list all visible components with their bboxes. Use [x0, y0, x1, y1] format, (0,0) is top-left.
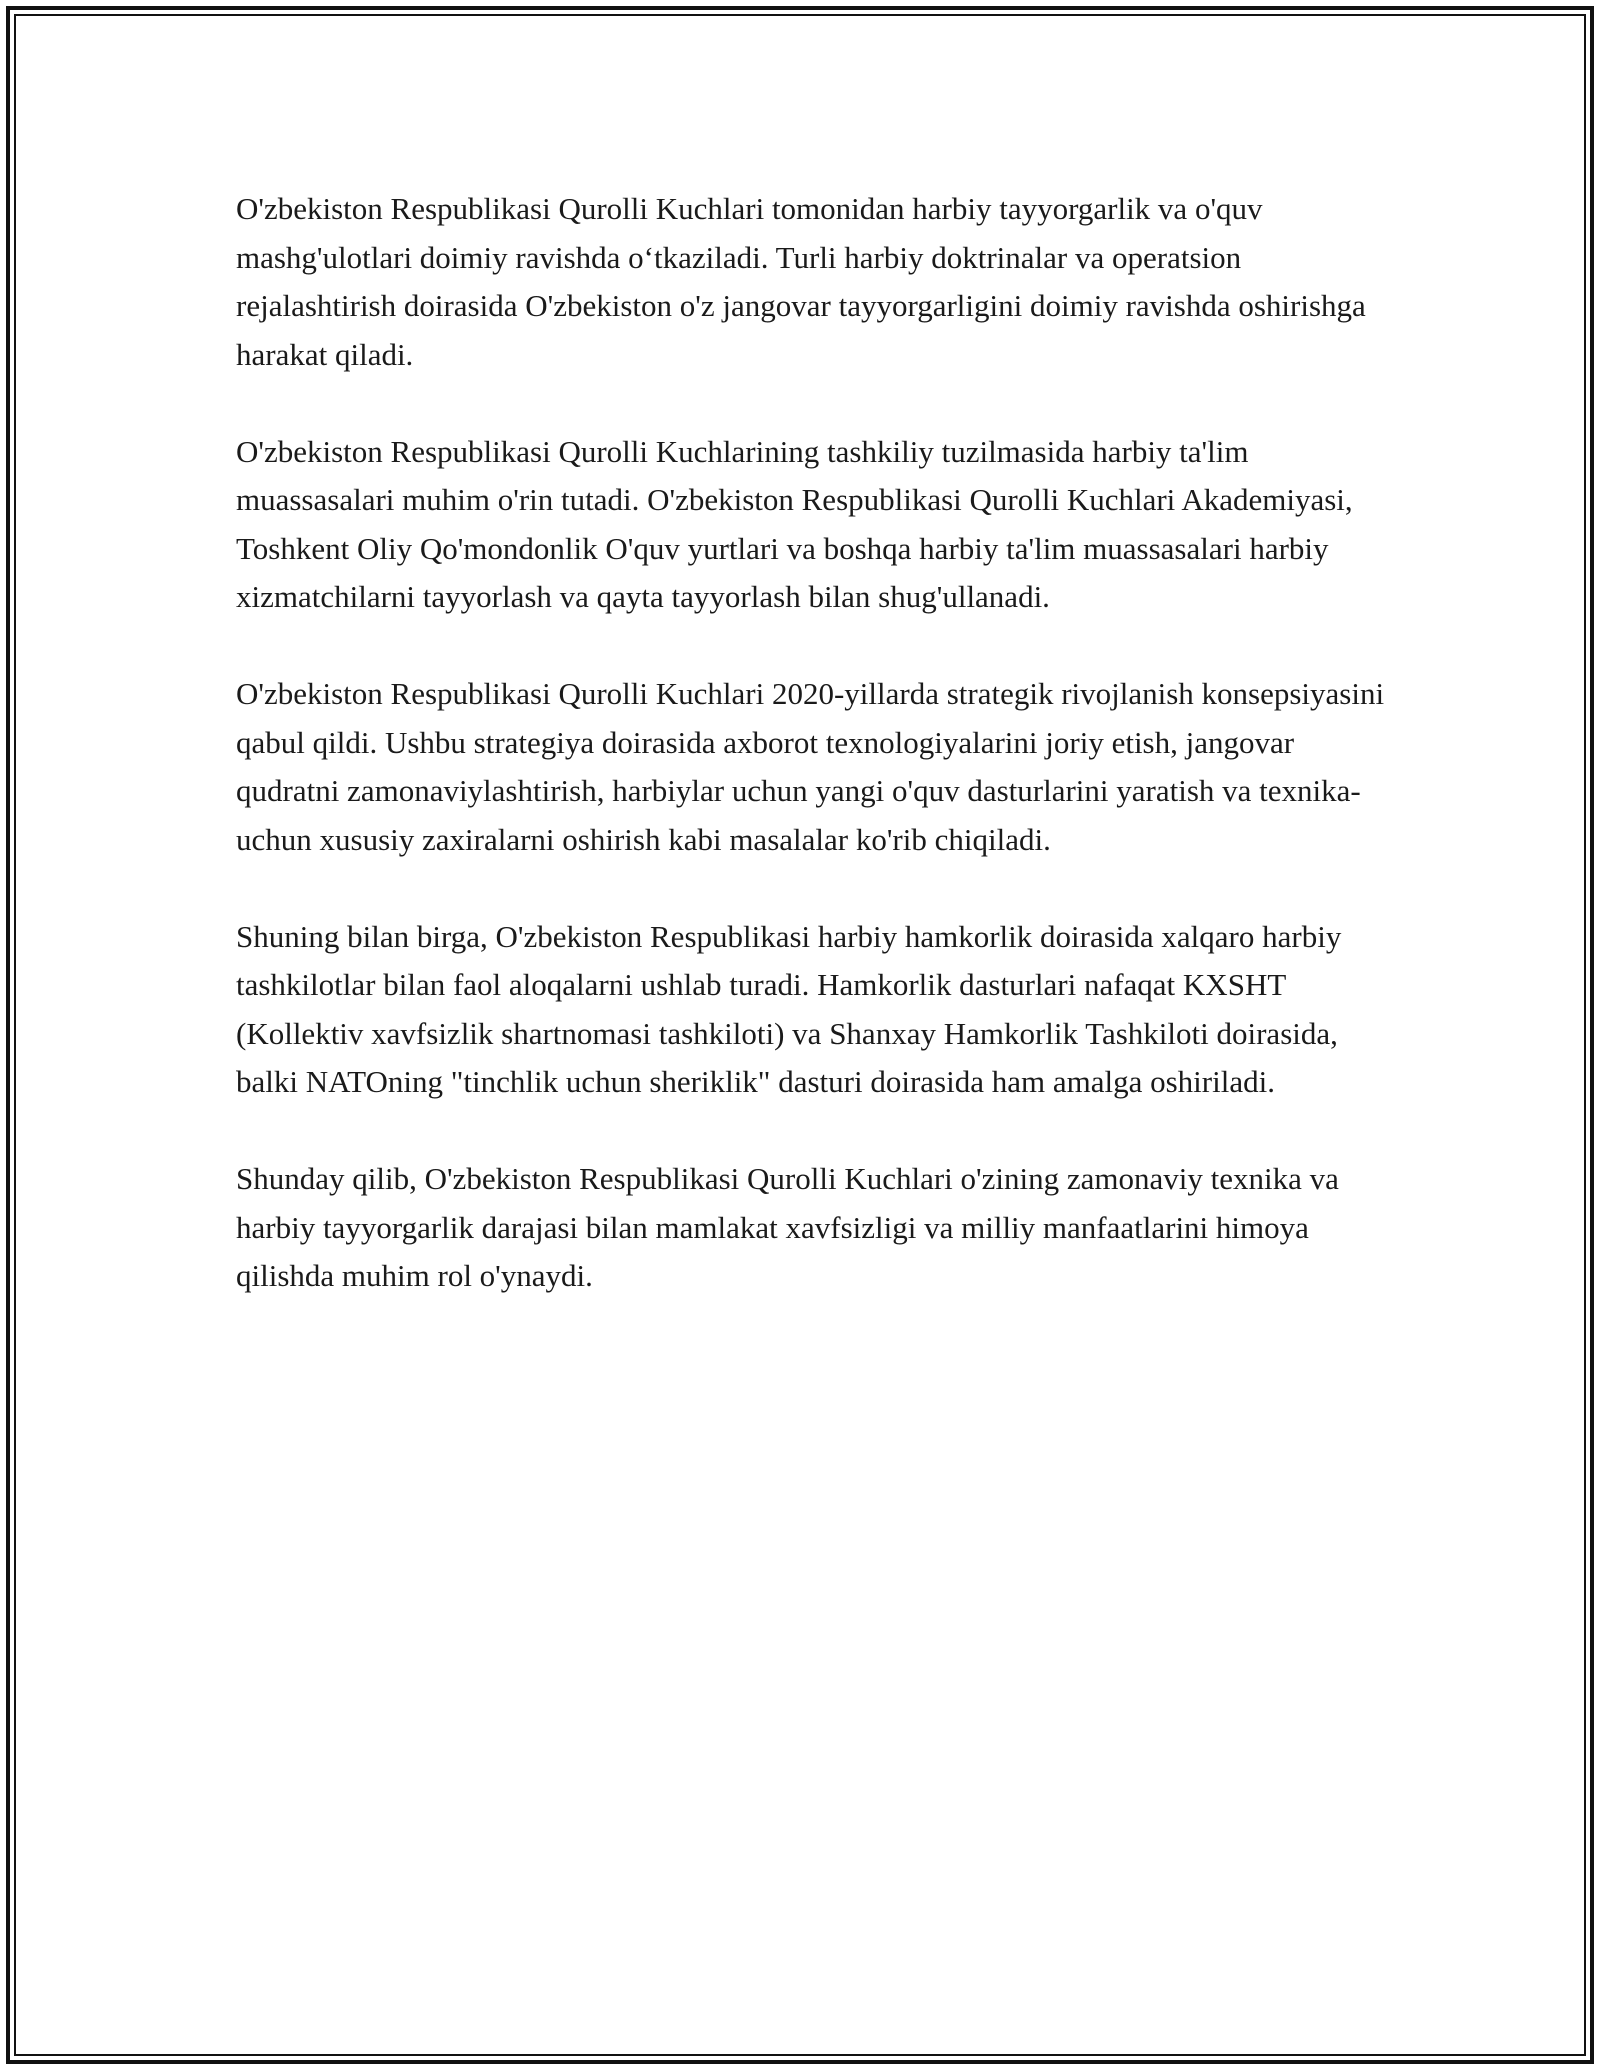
paragraph-3: O'zbekiston Respublikasi Qurolli Kuchlari 2020-yillarda strategik rivojlanish konsepsiyasini qabul qildi. Ushbu strategiya doirasida axborot texnologiyalarini joriy etish, jangovar qudratni zamonaviylashtirish, harbiylar uchun yangi o'quv dasturlarini yaratish va texnika-uchun xususiy zaxiralarni oshirish kabi masalalar ko'rib chiqiladi.	[236, 676, 1385, 857]
document-body	[236, 185, 1396, 1349]
paragraph-5: Shunday qilib, O'zbekiston Respublikasi Qurolli Kuchlari o'zining zamonaviy texnika va harbiy tayyorgarlik darajasi bilan mamlakat xavfsizligi va milliy manfaatlarini himoya qilishda muhim rol o'ynaydi.	[236, 1161, 1339, 1293]
paragraph-2: O'zbekiston Respublikasi Qurolli Kuchlarining tashkiliy tuzilmasida harbiy ta'lim muassasalari muhim o'rin tutadi. O'zbekiston Respublikasi Qurolli Kuchlari Akademiyasi, Toshkent Oliy Qo'mondonlik O'quv yurtlari va boshqa harbiy ta'lim muassasalari harbiy xizmatchilarni tayyorlash va qayta tayyorlash bilan shug'ullanadi.	[236, 433, 1353, 614]
paragraph-4: Shuning bilan birga, O'zbekiston Respublikasi harbiy hamkorlik doirasida xalqaro harbiy tashkilotlar bilan faol aloqalarni ushlab turadi. Hamkorlik dasturlari nafaqat KXSHT (Kollektiv xavfsizlik shartnomasi tashkiloti) va Shanxay Hamkorlik Tashkiloti doirasida, balki NATOning "tinchlik uchun sheriklik" dasturi doirasida ham amalga oshiriladi.	[236, 918, 1342, 1099]
paragraph-1: O'zbekiston Respublikasi Qurolli Kuchlari tomonidan harbiy tayyorgarlik va o'quv mashg'ulotlari doimiy ravishda o‘tkaziladi. Turli harbiy doktrinalar va operatsion rejalashtirish doirasida O'zbekiston o'z jangovar tayyorgarligini doimiy ravishda oshirishga harakat qiladi.	[236, 191, 1366, 372]
